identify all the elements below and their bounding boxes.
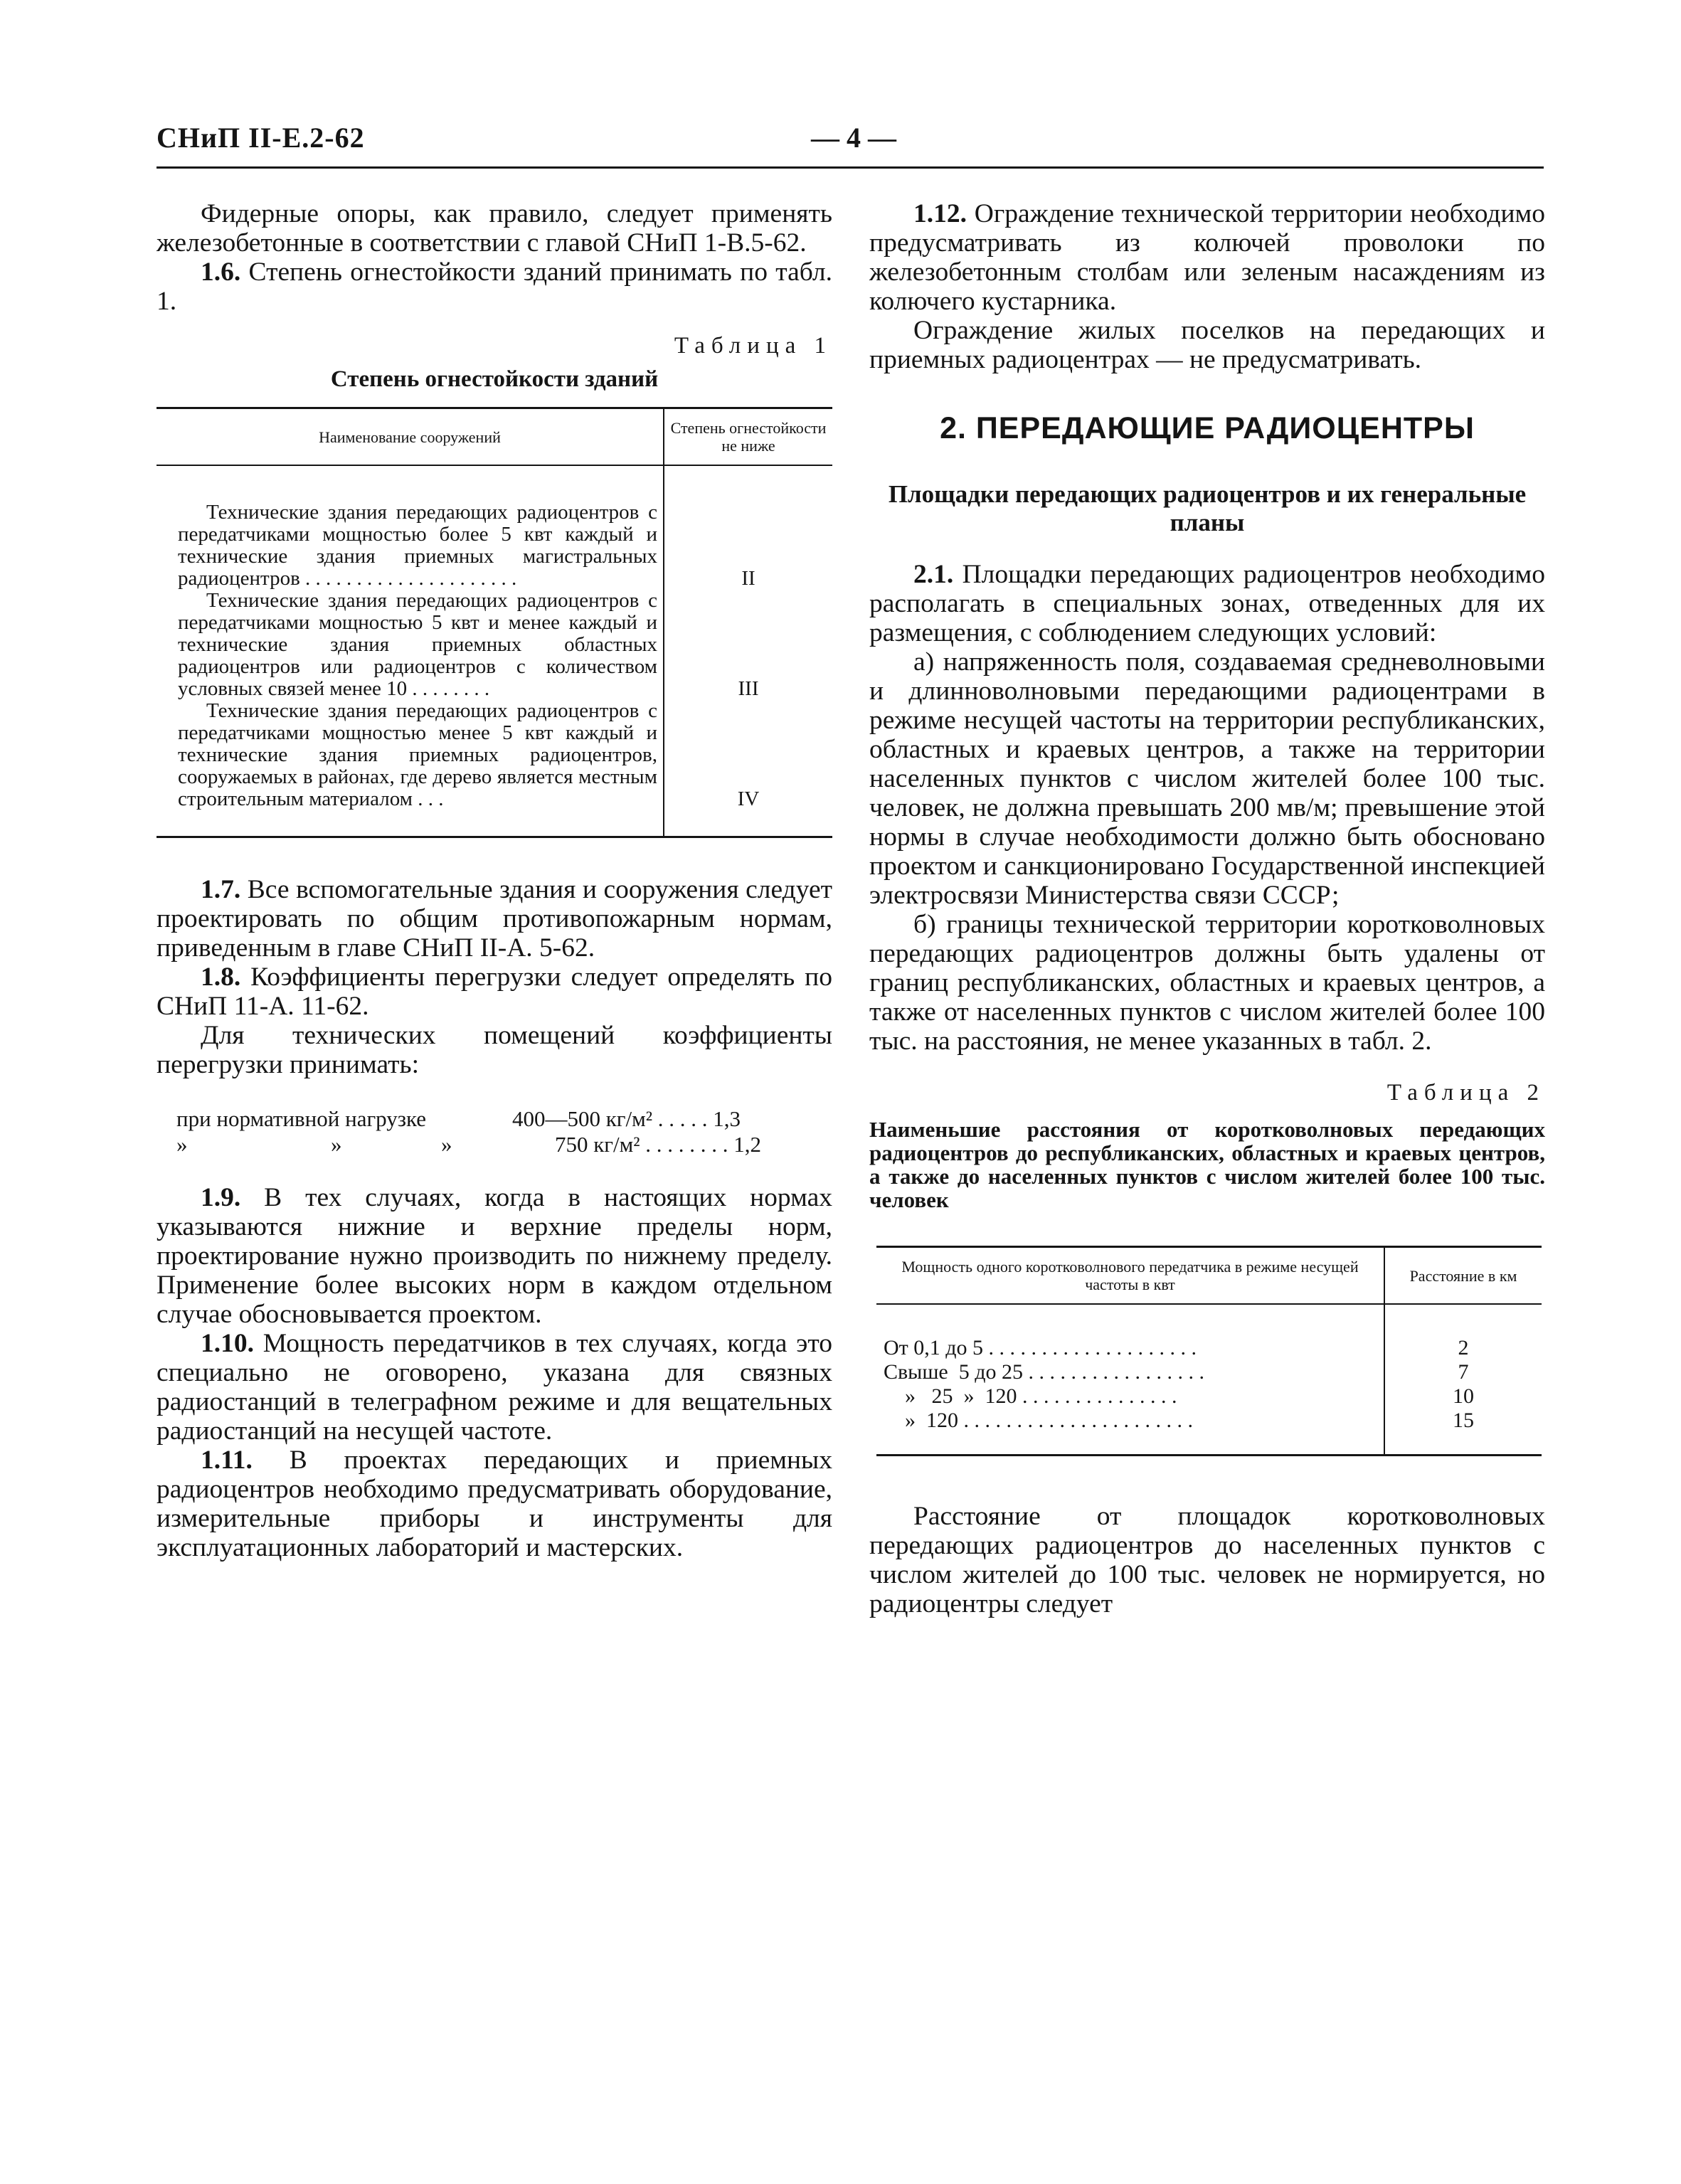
power-cell: Свыше 5 до 25 . . . . . . . . . . . . . . . . .	[884, 1360, 1205, 1384]
load-value: 400—500 кг/м² . . . . . 1,3	[512, 1106, 741, 1131]
table-row	[876, 1304, 1542, 1360]
table-row	[876, 1360, 1542, 1384]
clause-text: Ограждение технической территории необходимо предусматривать из колючей проволоки по железобетонным столбам или зеленым насаждениям из колючего кустарника.	[869, 199, 1545, 316]
clause-text: Все вспомогательные здания и сооружения следует проектировать по общим противопожарным нормам, приведенным в главе СНиП II-А. 5-62.	[157, 875, 832, 963]
fire-resistance-table	[157, 407, 832, 838]
document-code: СНиП II-Е.2-62	[157, 122, 365, 154]
paragraph-1-6	[157, 258, 832, 316]
clause-text: Коэффициенты перегрузки следует определять по СНиП 11-А. 11-62.	[157, 963, 832, 1021]
paragraph-distance: Расстояние от площадок коротковолновых передающих радиоцентров до населенных пунктов с числом жителей до 100 тыс. человек не нормируется, но радиоцентры следует	[869, 1502, 1545, 1618]
table-1-header-degree: Степень огнестойкости не ниже	[664, 408, 832, 466]
clause-number: 1.9.	[201, 1183, 241, 1212]
clause-number: 1.11.	[201, 1446, 253, 1475]
ditto-mark: »	[441, 1132, 452, 1157]
clause-number: 1.12.	[913, 199, 967, 228]
power-cell: От 0,1 до 5 . . . . . . . . . . . . . . . . . . . .	[884, 1336, 1197, 1359]
clause-number: 1.6.	[201, 258, 241, 287]
table-2-header-power: Мощность одного коротковолнового передатчика в режиме несущей частоты в квт	[876, 1247, 1384, 1305]
distance-cell: 15	[1384, 1409, 1542, 1456]
right-column	[869, 199, 1545, 1618]
page-header	[157, 121, 1544, 164]
distance-cell: 10	[1384, 1384, 1542, 1409]
table-2-title: Наименьшие расстояния от коротковолновых передающих радиоцентров до республиканских, областных и краевых центров, а также до населенных пунктов с числом жителей более 100 тыс. человек	[869, 1117, 1545, 1212]
load-coefficients	[157, 1108, 832, 1159]
header-rule	[157, 166, 1544, 169]
table-row	[157, 700, 832, 837]
ditto-mark: »	[331, 1132, 342, 1157]
clause-number: 2.1.	[913, 560, 954, 589]
paragraph-1-10	[157, 1329, 832, 1446]
load-row	[157, 1133, 832, 1159]
section-title: 2. ПЕРЕДАЮЩИЕ РАДИОЦЕНТРЫ	[940, 411, 1475, 445]
table-2-caption: Таблица 2	[1386, 1080, 1545, 1106]
subsection-title: Площадки передающих радиоцентров и их генеральные планы	[888, 480, 1527, 536]
distance-table	[876, 1246, 1542, 1456]
load-label: при нормативной нагрузке	[176, 1106, 427, 1131]
paragraph-technical-rooms: Для технических помещений коэффициенты перегрузки принимать:	[157, 1021, 832, 1079]
clause-text: Мощность передатчиков в тех случаях, когда это специально не оговорено, указана для связных радиостанций в телеграфном режиме и для вещательных радиостанций на несущей частоте.	[157, 1329, 832, 1446]
degree-cell: II	[664, 465, 832, 590]
clause-text: Степень огнестойкости зданий принимать по табл. 1.	[157, 258, 832, 316]
distance-cell: 7	[1384, 1360, 1542, 1384]
page-number: — 4 —	[811, 122, 896, 154]
power-cell: » 25 » 120 . . . . . . . . . . . . . . .	[884, 1384, 1177, 1408]
paragraph-1-7	[157, 875, 832, 963]
paragraph-2-1	[869, 560, 1545, 647]
table-1-title: Степень огнестойкости зданий	[330, 366, 659, 392]
paragraph-condition-a: а) напряженность поля, создаваемая средневолновыми и длинноволновыми передающими радиоцентрами в режиме несущей частоты на территории республиканских, областных и краевых центров, а также на территории населенных пунктов с числом жителей более 100 тыс. человек, не должна превышать 200 мв/м; превышение этой нормы в случае необходимости должно быть обосновано проектом и санкционировано Государственной инспекцией электросвязи Министерства связи СССР;	[869, 647, 1545, 910]
building-name-cell: Технические здания передающих радиоцентров с передатчиками мощностью более 5 квт каждый и технические здания приемных магистральных радиоцентров . . . . . . . . . . . . . . . . . . . . .	[178, 501, 657, 590]
degree-cell: IV	[664, 700, 832, 837]
power-cell: » 120 . . . . . . . . . . . . . . . . . . . . . .	[884, 1409, 1193, 1432]
table-row	[876, 1409, 1542, 1456]
table-row	[876, 1384, 1542, 1409]
table-2-header-distance: Расстояние в км	[1384, 1247, 1542, 1305]
load-row	[157, 1108, 832, 1133]
clause-number: 1.8.	[201, 963, 241, 992]
ditto-mark: »	[176, 1132, 188, 1157]
paragraph-1-12	[869, 199, 1545, 316]
clause-text: В проектах передающих и приемных радиоцентров необходимо предусматривать оборудование, измерительные приборы и инструменты для эксплуатационных лабораторий и мастерских.	[157, 1446, 832, 1562]
table-row	[157, 465, 832, 590]
left-column	[157, 199, 832, 1562]
table-1-caption: Таблица 1	[674, 333, 832, 359]
load-value: 750 кг/м² . . . . . . . . 1,2	[555, 1132, 762, 1157]
clause-text: Площадки передающих радиоцентров необходимо располагать в специальных зонах, отведенных для их размещения, с соблюдением следующих условий:	[869, 560, 1545, 647]
building-name-cell: Технические здания передающих радиоцентров с передатчиками мощностью 5 квт и менее каждый и технические здания приемных областных радиоцентров или радиоцентров с количеством условных связей менее 10 . . . . . . . .	[178, 589, 657, 700]
degree-cell: III	[664, 590, 832, 700]
paragraph-condition-b: б) границы технической территории коротковолновых передающих радиоцентров должны быть удалены от границ республиканских, областных и краевых центров, а также от населенных пунктов с числом жителей более 100 тыс. на расстояния, не менее указанных в табл. 2.	[869, 910, 1545, 1056]
clause-text: В тех случаях, когда в настоящих нормах указываются нижние и верхние пределы норм, проектирование нужно производить по нижнему пределу. Применение более высоких норм в каждом отдельном случае обосновывается проектом.	[157, 1183, 832, 1329]
building-name-cell: Технические здания передающих радиоцентров с передатчиками мощностью менее 5 квт каждый и технические здания приемных радиоцентров, сооружаемых в районах, где дерево является местным строительным материалом . . .	[178, 699, 657, 810]
table-1-header-name: Наименование сооружений	[157, 408, 664, 466]
paragraph-feeder: Фидерные опоры, как правило, следует применять железобетонные в соответствии с главой СНиП 1-В.5-62.	[157, 199, 832, 258]
clause-number: 1.10.	[201, 1329, 254, 1358]
table-row	[157, 590, 832, 700]
paragraph-1-9	[157, 1183, 832, 1329]
clause-number: 1.7.	[201, 875, 241, 904]
paragraph-1-8	[157, 963, 832, 1021]
distance-cell: 2	[1384, 1304, 1542, 1360]
paragraph-1-11	[157, 1446, 832, 1562]
paragraph-fence: Ограждение жилых поселков на передающих и приемных радиоцентрах — не предусматривать.	[869, 316, 1545, 374]
